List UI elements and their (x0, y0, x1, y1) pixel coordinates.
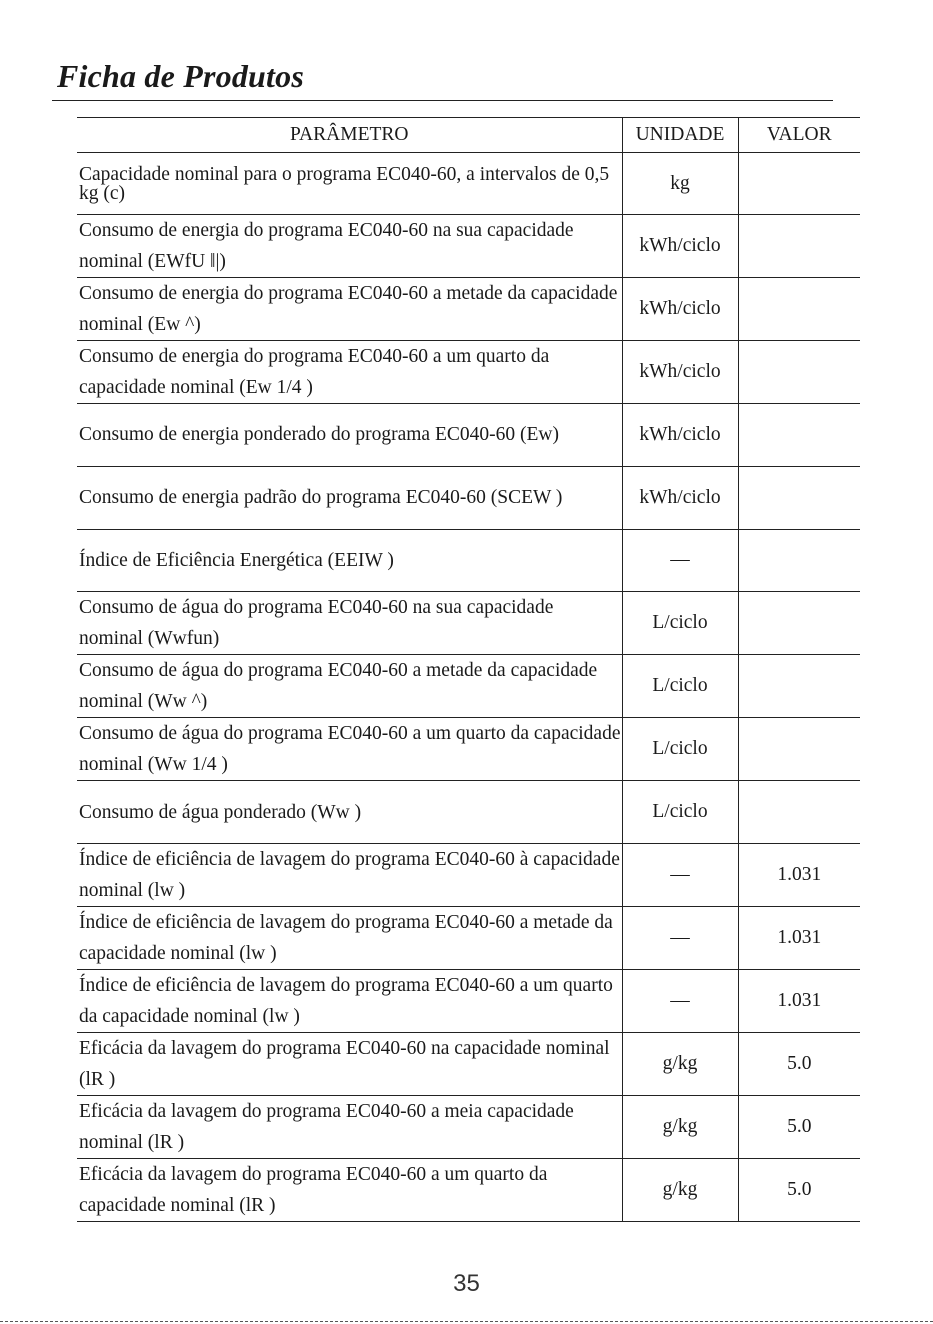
table-row (77, 153, 860, 215)
row-param: Consumo de energia padrão do programa EC040-60 (SCEW ) (77, 466, 622, 529)
row-value (738, 278, 860, 341)
row-value (738, 341, 860, 404)
table-row (77, 1159, 860, 1222)
table-row (77, 592, 860, 655)
header-param: PARÂMETRO (77, 118, 622, 153)
row-unit: kWh/ciclo (622, 404, 738, 467)
document-title: Ficha de Produtos (57, 58, 304, 94)
row-param: Consumo de água ponderado (Ww ) (77, 781, 622, 844)
header-unit: UNIDADE (622, 118, 738, 153)
row-param: Consumo de água do programa EC040-60 na sua capacidade nominal (Wwfun) (77, 592, 622, 655)
row-value (738, 215, 860, 278)
row-value: 5.0 (738, 1096, 860, 1159)
row-unit: — (622, 907, 738, 970)
table-row (77, 781, 860, 844)
table-row (77, 1033, 860, 1096)
table-row (77, 1096, 860, 1159)
row-unit: g/kg (622, 1096, 738, 1159)
table-row (77, 529, 860, 592)
table-row (77, 655, 860, 718)
title-divider (52, 100, 833, 101)
table-row (77, 718, 860, 781)
table-row (77, 907, 860, 970)
row-param: Eficácia da lavagem do programa EC040-60 na capacidade nominal (lR ) (77, 1033, 622, 1096)
row-param: Consumo de energia ponderado do programa EC040-60 (Ew) (77, 404, 622, 467)
row-value (738, 466, 860, 529)
row-param: Índice de eficiência de lavagem do programa EC040-60 a metade da capacidade nominal (lw ) (77, 907, 622, 970)
row-value (738, 529, 860, 592)
row-value: 1.031 (738, 970, 860, 1033)
table-row (77, 844, 860, 907)
row-value: 1.031 (738, 844, 860, 907)
row-value: 1.031 (738, 907, 860, 970)
row-param: Índice de eficiência de lavagem do programa EC040-60 à capacidade nominal (lw ) (77, 844, 622, 907)
row-param: Consumo de energia do programa EC040-60 na sua capacidade nominal (EWfU ‖|) (77, 215, 622, 278)
table-row (77, 215, 860, 278)
row-param: Capacidade nominal para o programa EC040-60, a intervalos de 0,5 kg (c) (77, 153, 622, 215)
row-param: Consumo de água do programa EC040-60 a um quarto da capacidade nominal (Ww 1/4 ) (77, 718, 622, 781)
row-param: Consumo de água do programa EC040-60 a metade da capacidade nominal (Ww ^) (77, 655, 622, 718)
row-unit: — (622, 844, 738, 907)
row-unit: kWh/ciclo (622, 466, 738, 529)
table-row (77, 970, 860, 1033)
row-value (738, 404, 860, 467)
row-unit: L/ciclo (622, 781, 738, 844)
row-param: Eficácia da lavagem do programa EC040-60 a um quarto da capacidade nominal (lR ) (77, 1159, 622, 1222)
row-unit: — (622, 970, 738, 1033)
row-value: 5.0 (738, 1033, 860, 1096)
row-unit: L/ciclo (622, 592, 738, 655)
row-param: Consumo de energia do programa EC040-60 a um quarto da capacidade nominal (Ew 1/4 ) (77, 341, 622, 404)
table-row (77, 278, 860, 341)
row-unit: kg (622, 153, 738, 215)
table-row (77, 341, 860, 404)
row-value (738, 718, 860, 781)
row-param: Eficácia da lavagem do programa EC040-60 a meia capacidade nominal (lR ) (77, 1096, 622, 1159)
header-value: VALOR (738, 118, 860, 153)
row-unit: — (622, 529, 738, 592)
row-unit: kWh/ciclo (622, 278, 738, 341)
row-unit: g/kg (622, 1033, 738, 1096)
table-row (77, 466, 860, 529)
page-number: 35 (453, 1270, 480, 1297)
row-param: Índice de Eficiência Energética (EEIW ) (77, 529, 622, 592)
row-value (738, 153, 860, 215)
row-unit: L/ciclo (622, 655, 738, 718)
row-value (738, 655, 860, 718)
row-param: Consumo de energia do programa EC040-60 a metade da capacidade nominal (Ew ^) (77, 278, 622, 341)
row-unit: kWh/ciclo (622, 341, 738, 404)
table-row (77, 404, 860, 467)
page-bottom-border (0, 1321, 933, 1322)
row-unit: kWh/ciclo (622, 215, 738, 278)
row-param: Índice de eficiência de lavagem do programa EC040-60 a um quarto da capacidade nominal (lw ) (77, 970, 622, 1033)
row-value (738, 781, 860, 844)
row-unit: g/kg (622, 1159, 738, 1222)
table-header-row (77, 118, 860, 153)
row-unit: L/ciclo (622, 718, 738, 781)
row-value (738, 592, 860, 655)
row-value: 5.0 (738, 1159, 860, 1222)
product-fiche-table (77, 117, 860, 1222)
